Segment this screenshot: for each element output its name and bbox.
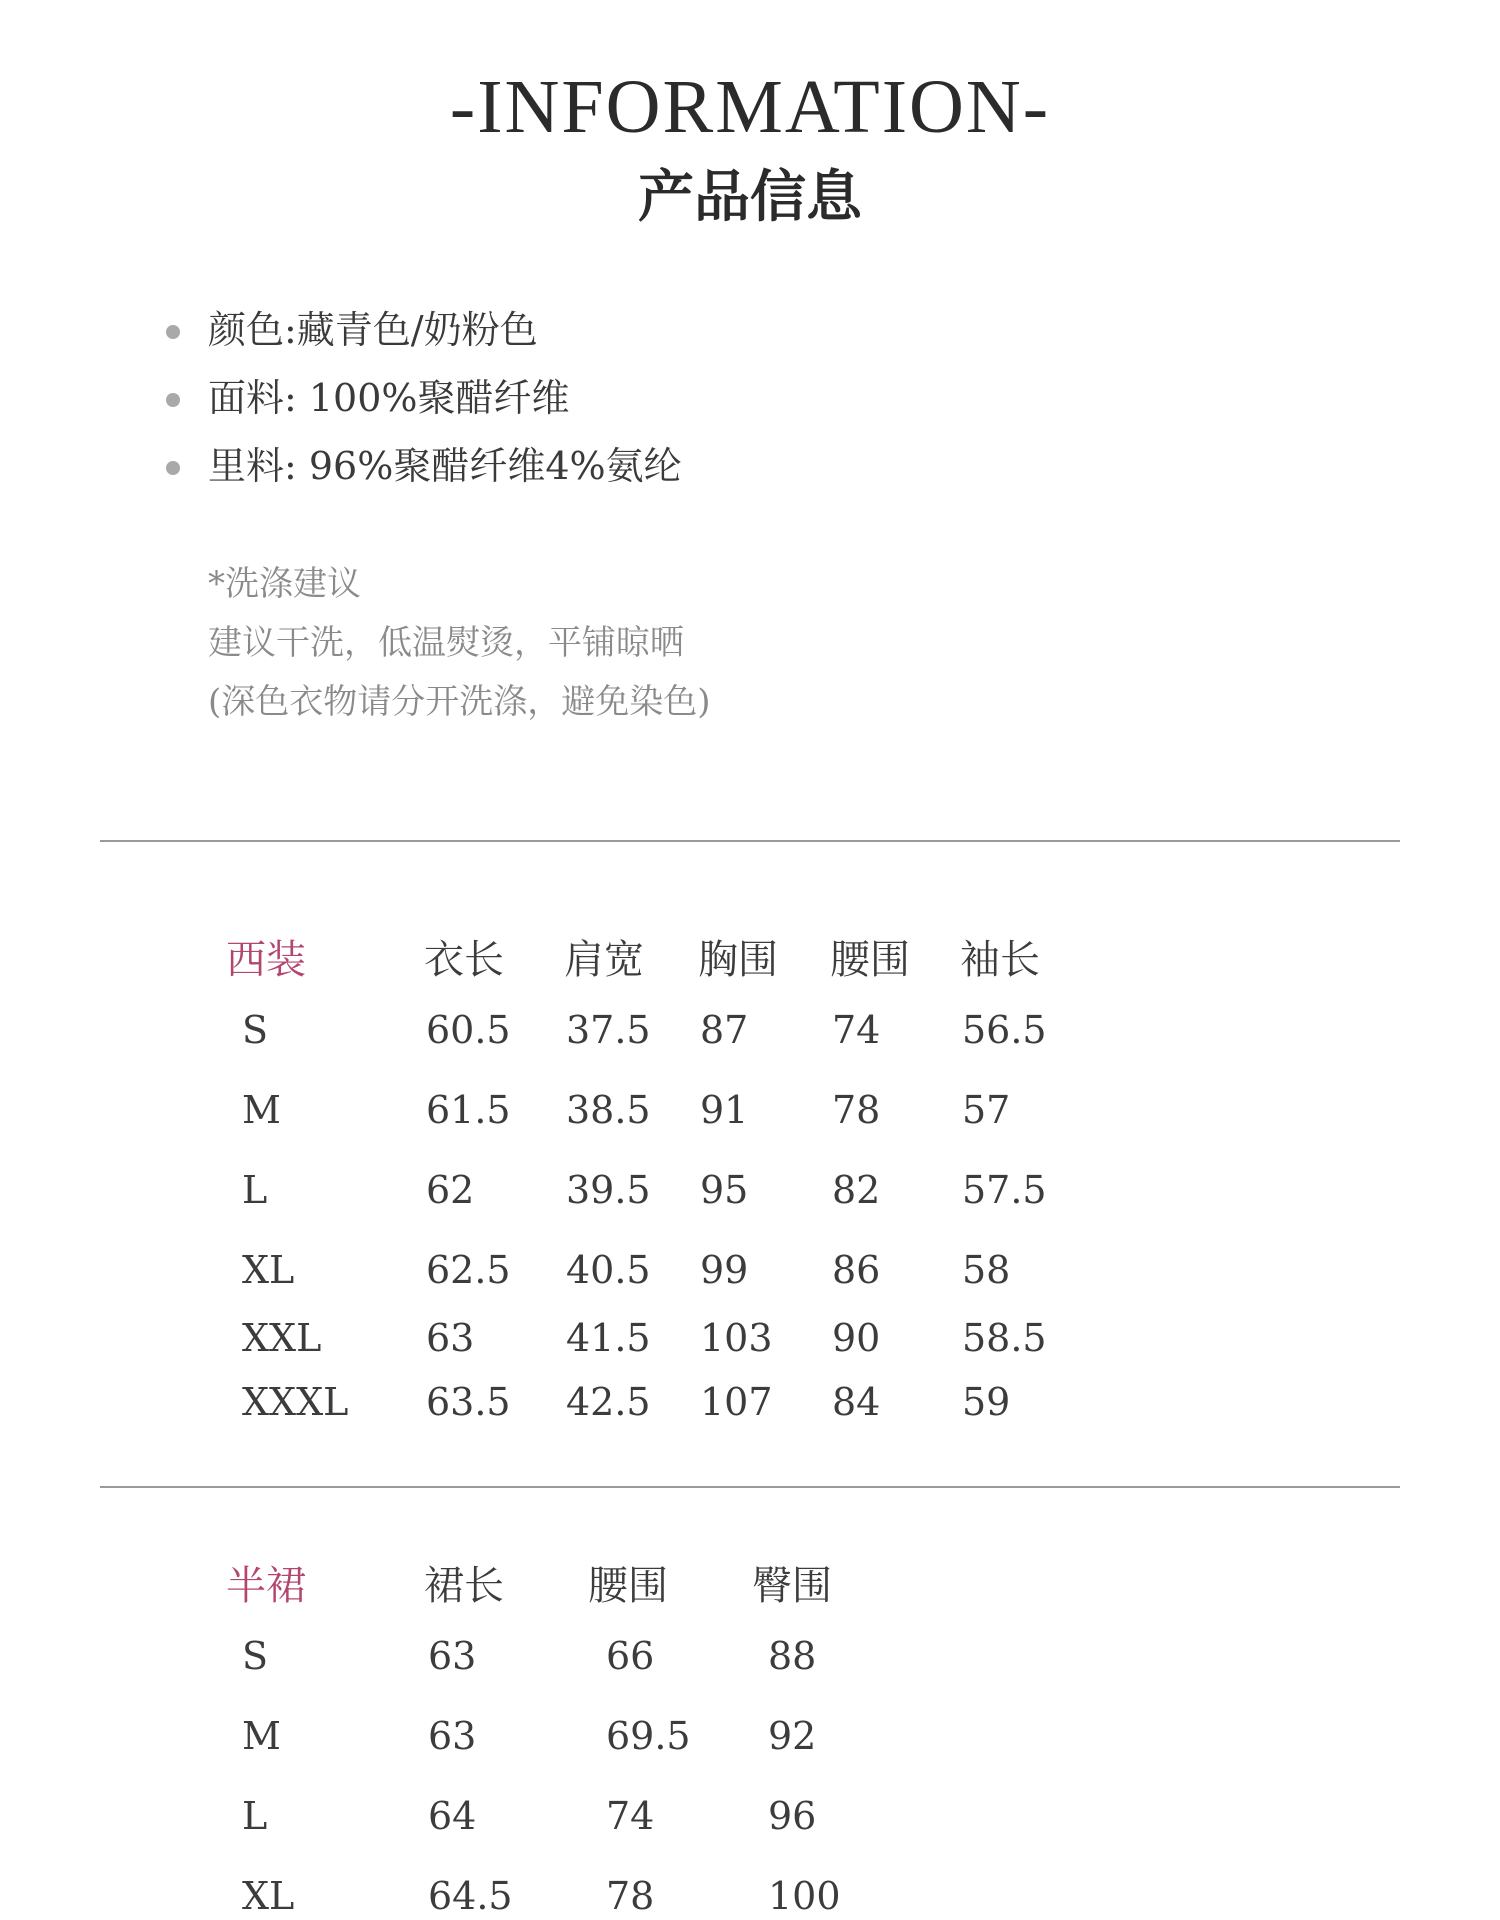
info-item-color	[160, 300, 682, 368]
column-header: 袖长	[960, 937, 1040, 983]
divider	[100, 1486, 1400, 1488]
table-cell: 62	[426, 1168, 475, 1212]
table-cell: 59	[962, 1380, 1011, 1424]
table-cell: 66	[606, 1634, 655, 1678]
table-cell: 69.5	[606, 1714, 691, 1758]
title-chinese: 产品信息	[638, 165, 862, 230]
table-name: 西装	[226, 937, 306, 983]
info-item-label: 颜色:藏青色/奶粉色	[208, 308, 538, 352]
table-cell: 90	[832, 1316, 881, 1360]
table-cell: 58.5	[962, 1316, 1047, 1360]
column-header: 腰围	[830, 937, 910, 983]
bullet-icon	[166, 393, 180, 407]
bullet-icon	[166, 325, 180, 339]
table-cell: 88	[768, 1634, 817, 1678]
table-cell: 96	[768, 1794, 817, 1838]
table-cell: 41.5	[566, 1316, 651, 1360]
table-cell: 74	[606, 1794, 655, 1838]
info-item-fabric	[160, 368, 682, 436]
column-header: 腰围	[588, 1563, 668, 1609]
care-line: (深色衣物请分开洗涤，避免染色)	[208, 682, 711, 722]
table-cell: 78	[832, 1088, 881, 1132]
product-info-list	[160, 300, 682, 504]
column-header: 衣长	[424, 937, 504, 983]
table-cell: 64	[428, 1794, 477, 1838]
table-cell: 37.5	[566, 1008, 651, 1052]
table-cell: 103	[700, 1316, 773, 1360]
care-title: *洗涤建议	[208, 564, 361, 604]
size-label: XL	[242, 1874, 295, 1918]
page-header	[0, 62, 1500, 238]
table-cell: 86	[832, 1248, 881, 1292]
table-cell: 62.5	[426, 1248, 511, 1292]
table-cell: 60.5	[426, 1008, 511, 1052]
table-cell: 100	[768, 1874, 841, 1918]
size-label: S	[242, 1008, 269, 1052]
table-cell: 64.5	[428, 1874, 513, 1918]
divider	[100, 840, 1400, 842]
column-header: 臀围	[752, 1563, 832, 1609]
info-item-label: 面料: 100%聚醋纤维	[208, 376, 570, 420]
size-label: M	[242, 1088, 281, 1132]
table-cell: 99	[700, 1248, 749, 1292]
care-instructions	[208, 555, 711, 732]
size-label: XL	[242, 1248, 295, 1292]
care-line: 建议干洗，低温熨烫，平铺晾晒	[208, 623, 684, 663]
table-cell: 78	[606, 1874, 655, 1918]
size-label: L	[242, 1168, 268, 1212]
table-cell: 91	[700, 1088, 749, 1132]
table-cell: 39.5	[566, 1168, 651, 1212]
bullet-icon	[166, 461, 180, 475]
column-header: 肩宽	[564, 937, 644, 983]
title-english: -INFORMATION-	[449, 65, 1051, 149]
info-item-label: 里料: 96%聚醋纤维4%氨纶	[208, 444, 682, 488]
table-cell: 63	[426, 1316, 475, 1360]
table-cell: 87	[700, 1008, 749, 1052]
table-cell: 61.5	[426, 1088, 511, 1132]
table-cell: 63	[428, 1714, 477, 1758]
table-cell: 95	[700, 1168, 749, 1212]
size-label: XXL	[242, 1316, 322, 1360]
table-cell: 56.5	[962, 1008, 1047, 1052]
info-item-lining	[160, 436, 682, 504]
table-cell: 42.5	[566, 1380, 651, 1424]
table-cell: 82	[832, 1168, 881, 1212]
column-header: 裙长	[424, 1563, 504, 1609]
table-cell: 107	[700, 1380, 773, 1424]
table-cell: 63.5	[426, 1380, 511, 1424]
table-cell: 57.5	[962, 1168, 1047, 1212]
column-header: 胸围	[698, 937, 778, 983]
table-cell: 92	[768, 1714, 817, 1758]
table-cell: 63	[428, 1634, 477, 1678]
table-cell: 57	[962, 1088, 1011, 1132]
size-label: S	[242, 1634, 269, 1678]
table-cell: 38.5	[566, 1088, 651, 1132]
size-label: M	[242, 1714, 281, 1758]
table-cell: 58	[962, 1248, 1011, 1292]
size-label: XXXL	[242, 1380, 349, 1424]
table-cell: 40.5	[566, 1248, 651, 1292]
table-cell: 84	[832, 1380, 881, 1424]
table-name: 半裙	[226, 1563, 306, 1609]
size-label: L	[242, 1794, 268, 1838]
table-cell: 74	[832, 1008, 881, 1052]
